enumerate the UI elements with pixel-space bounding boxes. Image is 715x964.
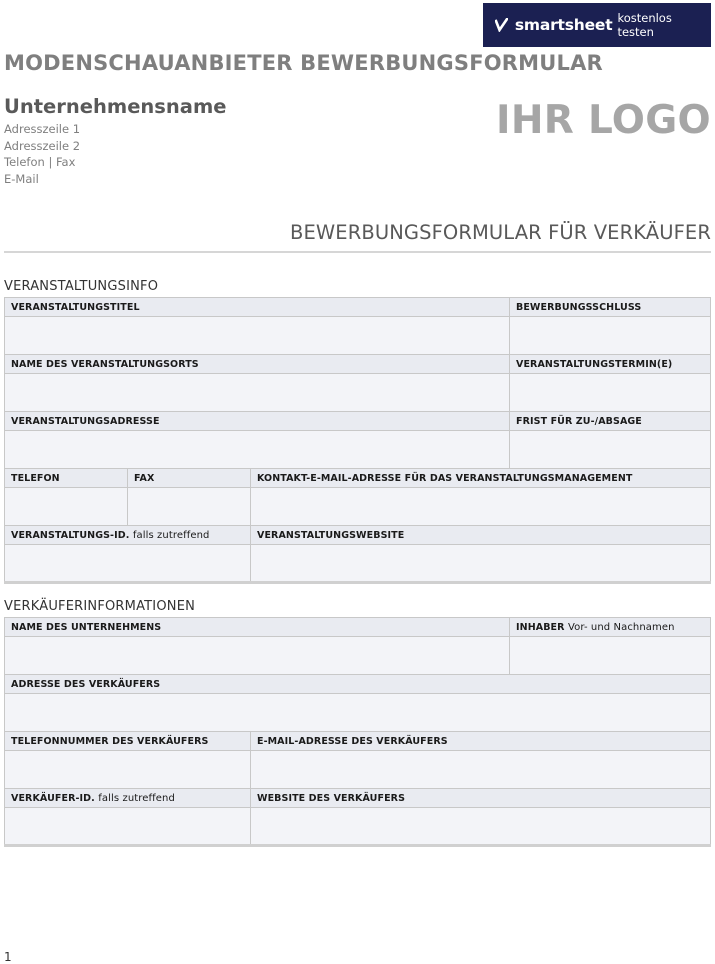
owner-label-text: INHABER xyxy=(516,621,565,633)
venue-name-field[interactable] xyxy=(5,374,510,412)
owner-label xyxy=(510,618,711,637)
address-line-2: Adresszeile 2 xyxy=(4,139,81,153)
phone-label: TELEFON xyxy=(5,469,128,488)
application-deadline-field[interactable] xyxy=(510,317,711,355)
address-line-1: Adresszeile 1 xyxy=(4,122,81,136)
vendor-address-field[interactable] xyxy=(5,694,711,732)
owner-field[interactable] xyxy=(510,637,711,675)
event-address-label: VERANSTALTUNGSADRESSE xyxy=(5,412,510,431)
event-info-table xyxy=(4,297,711,584)
email-line: E-Mail xyxy=(4,172,39,186)
vendor-email-field[interactable] xyxy=(251,751,711,789)
event-dates-field[interactable] xyxy=(510,374,711,412)
vendor-id-field[interactable] xyxy=(5,808,251,846)
event-id-note: falls zutreffend xyxy=(132,529,210,541)
page-number: 1 xyxy=(4,950,12,964)
company-name-label: NAME DES UNTERNEHMENS xyxy=(5,618,510,637)
phone-field[interactable] xyxy=(5,488,128,526)
subtitle-divider xyxy=(4,251,711,253)
contact-email-field[interactable] xyxy=(251,488,711,526)
contact-email-label: KONTAKT-E-MAIL-ADRESSE FÜR DAS VERANSTALTUNGSMANAGEMENT xyxy=(251,469,711,488)
vendor-phone-field[interactable] xyxy=(5,751,251,789)
document-title: MODENSCHAUANBIETER BEWERBUNGSFORMULAR xyxy=(4,51,603,75)
vendor-id-label xyxy=(5,789,251,808)
event-id-label xyxy=(5,526,251,545)
event-id-label-text: VERANSTALTUNGS-ID. xyxy=(11,529,130,541)
event-website-field[interactable] xyxy=(251,545,711,583)
vendor-id-note: falls zutreffend xyxy=(98,792,175,804)
event-address-field[interactable] xyxy=(5,431,510,469)
owner-note: Vor- und Nachnamen xyxy=(567,621,675,633)
company-name-field[interactable] xyxy=(5,637,510,675)
check-mark-icon xyxy=(495,18,509,32)
form-subtitle: BEWERBUNGSFORMULAR FÜR VERKÄUFER xyxy=(290,221,711,244)
phone-fax-line: Telefon | Fax xyxy=(4,155,76,169)
rsvp-deadline-field[interactable] xyxy=(510,431,711,469)
vendor-id-label-text: VERKÄUFER-ID. xyxy=(11,792,95,804)
fax-label: FAX xyxy=(128,469,251,488)
vendor-website-label: WEBSITE DES VERKÄUFERS xyxy=(251,789,711,808)
venue-name-label: NAME DES VERANSTALTUNGSORTS xyxy=(5,355,510,374)
fax-field[interactable] xyxy=(128,488,251,526)
vendor-website-field[interactable] xyxy=(251,808,711,846)
smartsheet-banner[interactable] xyxy=(483,3,711,47)
vendor-info-table xyxy=(4,617,711,847)
event-info-section-title: VERANSTALTUNGSINFO xyxy=(4,279,159,294)
event-title-label: VERANSTALTUNGSTITEL xyxy=(5,298,510,317)
banner-cta[interactable]: kostenlos testen xyxy=(617,11,672,39)
vendor-info-section-title: VERKÄUFERINFORMATIONEN xyxy=(4,599,196,614)
event-website-label: VERANSTALTUNGSWEBSITE xyxy=(251,526,711,545)
rsvp-deadline-label: FRIST FÜR ZU-/ABSAGE xyxy=(510,412,711,431)
vendor-email-label: E-MAIL-ADRESSE DES VERKÄUFERS xyxy=(251,732,711,751)
logo-placeholder: IHR LOGO xyxy=(496,98,711,143)
vendor-phone-label: TELEFONNUMMER DES VERKÄUFERS xyxy=(5,732,251,751)
event-title-field[interactable] xyxy=(5,317,510,355)
vendor-address-label: ADRESSE DES VERKÄUFERS xyxy=(5,675,711,694)
event-dates-label: VERANSTALTUNGSTERMIN(E) xyxy=(510,355,711,374)
company-name: Unternehmensname xyxy=(4,95,227,118)
event-id-field[interactable] xyxy=(5,545,251,583)
application-deadline-label: BEWERBUNGSSCHLUSS xyxy=(510,298,711,317)
banner-brand: smartsheet xyxy=(514,16,613,34)
